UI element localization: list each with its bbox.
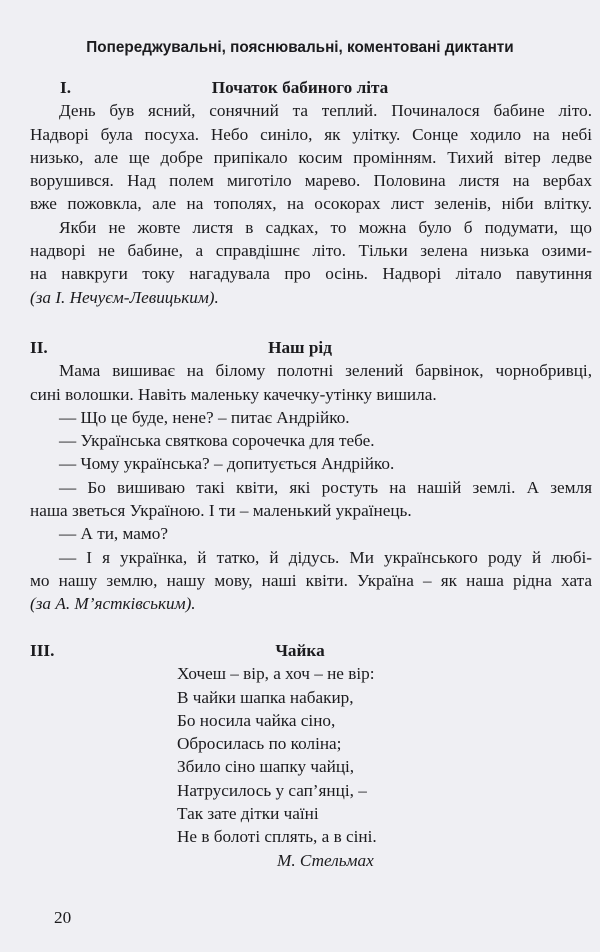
poem-line: Так зате дітки чаїні [177, 804, 319, 824]
poem-line: В чайки шапка набакир, [177, 687, 354, 707]
poem-line: Бо носила чайка сіно, [177, 710, 336, 730]
poem-line: Обросилась по коліна; [177, 734, 342, 754]
section-title: Чайка [275, 641, 325, 660]
section-title: Початок бабиного літа [211, 78, 389, 97]
text-line: низько, але ще добре припікало косим промінням. Тихий вітер ледве [30, 147, 592, 167]
text-line: на навкруги току нагадувала про осінь. Надворі літало павутиння [30, 264, 592, 284]
section-number: II. [30, 338, 48, 357]
text-line: — А ти, мамо? [59, 524, 168, 544]
text-line: — Чому українська? – допитується Андрійко. [59, 454, 395, 474]
section-heading [30, 336, 592, 359]
poem-line: Натрусилось у сап’янці, – [177, 780, 367, 800]
text-line: — Українська святкова сорочечка для тебе. [59, 431, 375, 451]
poem-author: М. Стельмах [277, 850, 374, 870]
page-title: Попереджувальні, пояснювальні, коментовані диктанти [86, 39, 514, 56]
text-line: — І я українка, й татко, й дідусь. Ми українського роду й любі- [59, 547, 592, 567]
text-line: Мама вишиває на білому полотні зелений барвінок, чорнобривці, [59, 361, 592, 381]
text-line: надворі не бабине, а справдішнє літо. Тільки зелена низька озими- [30, 241, 592, 261]
text-line: — Що це буде, нене? – питає Андрійко. [59, 407, 350, 427]
text-line: вже пожовкла, але на тополях, на осокорах лист зеленів, ніби влітку. [30, 194, 592, 214]
dictation-2 [30, 336, 592, 616]
source-attribution: (за А. М’ястківським). [30, 594, 196, 614]
section-heading [30, 76, 592, 99]
text-line: ворушився. Над полем миготіло марево. Половина листя на вербах [30, 171, 592, 191]
page-number: 20 [54, 908, 72, 927]
text-line: сині волошки. Навіть маленьку качечку-утінку вишила. [30, 384, 437, 404]
text-line: мо нашу землю, нашу мову, наші квіти. Україна – як наша рідна хата [30, 570, 592, 590]
text-line: наша зветься Україною. І ти – маленький українець. [30, 501, 412, 521]
text-line: Якби не жовте листя в садках, то можна було б подумати, що [59, 217, 592, 237]
section-number: III. [30, 641, 55, 660]
section-number: I. [60, 78, 71, 97]
text-line: — Бо вишиваю такі квіти, які ростуть на нашій землі. А земля [59, 477, 592, 497]
section-title: Наш рід [268, 338, 332, 357]
poem-line: Не в болоті сплять, а в сіні. [177, 827, 377, 847]
text-line: День був ясний, сонячний та теплий. Починалося бабине літо. [59, 101, 592, 121]
dictation-3 [30, 639, 592, 872]
poem-line: Хочеш – вір, а хоч – не вір: [177, 664, 375, 684]
source-attribution: (за І. Нечуєм-Левицьким). [30, 287, 219, 307]
poem-line: Збило сіно шапку чайці, [177, 757, 355, 777]
dictation-1 [30, 76, 592, 309]
text-line: Надворі була посуха. Небо синіло, як улітку. Сонце ходило на небі [30, 124, 592, 144]
section-heading [30, 639, 592, 662]
